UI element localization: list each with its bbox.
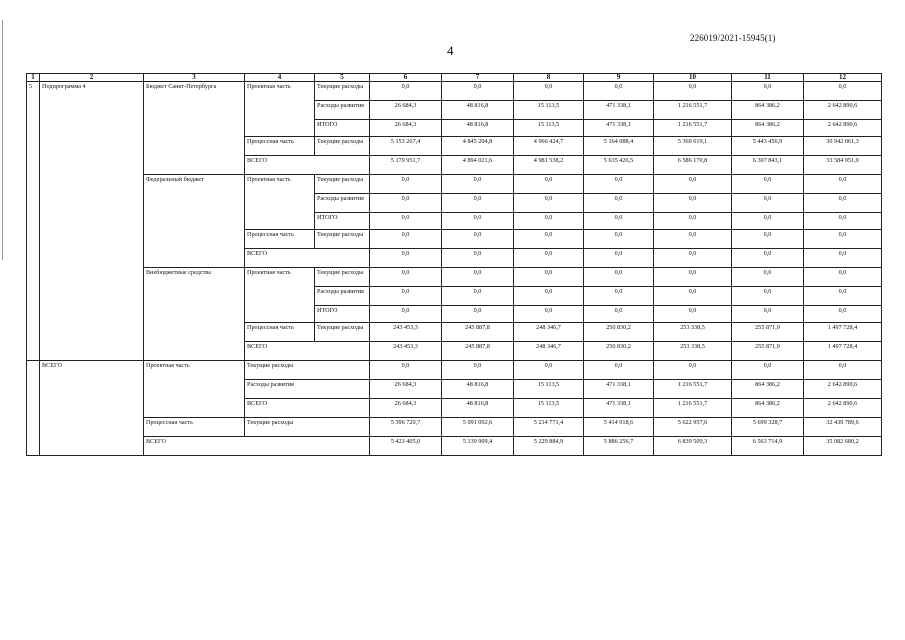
value-cell: 864 386,2 — [732, 399, 804, 418]
value-cell: 0,0 — [732, 82, 804, 101]
value-cell: 0,0 — [732, 361, 804, 380]
value-cell: 0,0 — [654, 175, 732, 194]
value-cell: 2 642 890,6 — [804, 120, 882, 137]
value-cell: 0,0 — [804, 306, 882, 323]
page-number: 4 — [447, 43, 454, 58]
value-cell: 4 894 021,6 — [442, 156, 514, 175]
value-cell: 243 453,3 — [370, 323, 442, 342]
value-cell: 0,0 — [804, 230, 882, 249]
document-number: 226019/2021-15945(1) — [690, 33, 776, 43]
part-label: Процессная часть — [144, 418, 245, 437]
value-cell: 0,0 — [442, 306, 514, 323]
part-label: Процессная часть — [245, 323, 315, 342]
value-cell: 0,0 — [584, 194, 654, 213]
value-cell: 0,0 — [514, 249, 584, 268]
value-cell: 48 816,8 — [442, 399, 514, 418]
value-cell: 15 113,5 — [514, 120, 584, 137]
value-cell: 4 845 204,8 — [442, 137, 514, 156]
value-cell: 5 886 256,7 — [584, 437, 654, 456]
type-label: ИТОГО — [315, 213, 370, 230]
value-cell: 0,0 — [442, 230, 514, 249]
value-cell: 248 346,7 — [514, 323, 584, 342]
value-cell: 0,0 — [514, 230, 584, 249]
value-cell: 1 216 551,7 — [654, 380, 732, 399]
value-cell: 245 887,8 — [442, 323, 514, 342]
value-cell: 5 164 088,4 — [584, 137, 654, 156]
value-cell: 0,0 — [584, 213, 654, 230]
value-cell: 0,0 — [732, 213, 804, 230]
value-cell: 0,0 — [370, 249, 442, 268]
value-cell: 0,0 — [732, 175, 804, 194]
value-cell: 5 369 619,1 — [654, 137, 732, 156]
value-cell: 0,0 — [804, 82, 882, 101]
value-cell: 0,0 — [804, 249, 882, 268]
value-cell: 26 684,3 — [370, 101, 442, 120]
header-cell: 12 — [804, 74, 882, 82]
type-label: Расходы развития — [315, 194, 370, 213]
value-cell: 0,0 — [514, 306, 584, 323]
part-label: Процессная часть — [245, 230, 315, 249]
table-row — [27, 361, 882, 380]
value-cell: 864 386,2 — [732, 380, 804, 399]
value-cell: 0,0 — [442, 287, 514, 306]
value-cell: 5 622 957,6 — [654, 418, 732, 437]
value-cell: 1 216 551,7 — [654, 120, 732, 137]
value-cell: 0,0 — [442, 82, 514, 101]
value-cell: 0,0 — [370, 306, 442, 323]
part-label: Процессная часть — [245, 137, 315, 156]
value-cell: 0,0 — [584, 249, 654, 268]
total-label: ВСЕГО — [245, 342, 370, 361]
value-cell: 0,0 — [514, 82, 584, 101]
value-cell: 0,0 — [584, 82, 654, 101]
value-cell: 5 091 092,6 — [442, 418, 514, 437]
type-label: Текущие расходы — [315, 137, 370, 156]
value-cell: 15 113,5 — [514, 101, 584, 120]
value-cell: 0,0 — [514, 287, 584, 306]
value-cell: 6 307 843,1 — [732, 156, 804, 175]
value-cell: 35 082 680,2 — [804, 437, 882, 456]
source-spb: Бюджет Санкт-Петербурга — [144, 82, 245, 175]
value-cell: 864 386,2 — [732, 120, 804, 137]
header-cell: 10 — [654, 74, 732, 82]
part-label: Проектная часть — [144, 361, 245, 418]
part-label: Проектная часть — [245, 82, 315, 137]
value-cell: 0,0 — [442, 194, 514, 213]
value-cell: 0,0 — [804, 268, 882, 287]
value-cell: 248 346,7 — [514, 342, 584, 361]
type-label: Текущие расходы — [315, 323, 370, 342]
value-cell: 6 563 714,9 — [732, 437, 804, 456]
row-number-empty — [27, 361, 40, 456]
value-cell: 0,0 — [514, 361, 584, 380]
value-cell: 0,0 — [584, 287, 654, 306]
value-cell: 0,0 — [804, 287, 882, 306]
type-label: Текущие расходы — [245, 418, 370, 437]
value-cell: 0,0 — [370, 213, 442, 230]
grand-total-title: ВСЕГО — [40, 361, 144, 456]
budget-table — [26, 73, 882, 456]
type-label: Текущие расходы — [315, 82, 370, 101]
table-row — [27, 418, 882, 437]
value-cell: 0,0 — [370, 82, 442, 101]
value-cell: 0,0 — [654, 249, 732, 268]
value-cell: 0,0 — [654, 230, 732, 249]
total-label: ВСЕГО — [144, 437, 370, 456]
value-cell: 0,0 — [732, 306, 804, 323]
type-label: ВСЕГО — [245, 399, 370, 418]
value-cell: 0,0 — [584, 361, 654, 380]
value-cell: 0,0 — [654, 213, 732, 230]
value-cell: 0,0 — [370, 287, 442, 306]
type-label: Расходы развития — [245, 380, 370, 399]
value-cell: 0,0 — [732, 194, 804, 213]
value-cell: 0,0 — [514, 268, 584, 287]
header-cell: 7 — [442, 74, 514, 82]
value-cell: 26 684,3 — [370, 399, 442, 418]
value-cell: 5 423 405,0 — [370, 437, 442, 456]
value-cell: 1 497 728,4 — [804, 342, 882, 361]
source-ext: Внебюджетные средства — [144, 268, 245, 361]
type-label: Текущие расходы — [315, 175, 370, 194]
value-cell: 15 113,5 — [514, 399, 584, 418]
value-cell: 0,0 — [442, 213, 514, 230]
value-cell: 0,0 — [514, 175, 584, 194]
value-cell: 0,0 — [584, 306, 654, 323]
value-cell: 2 642 890,6 — [804, 380, 882, 399]
value-cell: 4 966 424,7 — [514, 137, 584, 156]
value-cell: 0,0 — [804, 175, 882, 194]
header-cell: 3 — [144, 74, 245, 82]
value-cell: 250 830,2 — [584, 342, 654, 361]
value-cell: 0,0 — [370, 230, 442, 249]
value-cell: 0,0 — [442, 361, 514, 380]
value-cell: 0,0 — [732, 249, 804, 268]
value-cell: 5 635 426,5 — [584, 156, 654, 175]
value-cell: 0,0 — [654, 194, 732, 213]
source-fed: Федеральный бюджет — [144, 175, 245, 268]
row-number: 5 — [27, 82, 40, 361]
value-cell: 2 642 890,6 — [804, 101, 882, 120]
type-label: ИТОГО — [315, 306, 370, 323]
header-cell: 9 — [584, 74, 654, 82]
value-cell: 253 338,5 — [654, 323, 732, 342]
type-label: Текущие расходы — [245, 361, 370, 380]
value-cell: 0,0 — [654, 287, 732, 306]
value-cell: 471 338,1 — [584, 101, 654, 120]
value-cell: 0,0 — [442, 268, 514, 287]
part-label: Проектная часть — [245, 175, 315, 230]
value-cell: 6 839 509,3 — [654, 437, 732, 456]
total-label: ВСЕГО — [245, 156, 370, 175]
value-cell: 0,0 — [584, 230, 654, 249]
value-cell: 0,0 — [442, 249, 514, 268]
value-cell: 471 338,1 — [584, 380, 654, 399]
value-cell: 5 396 720,7 — [370, 418, 442, 437]
value-cell: 0,0 — [370, 175, 442, 194]
value-cell: 0,0 — [370, 194, 442, 213]
value-cell: 253 338,5 — [654, 342, 732, 361]
table-row — [27, 268, 882, 287]
table-row — [27, 82, 882, 101]
part-label: Проектная часть — [245, 268, 315, 323]
header-cell: 6 — [370, 74, 442, 82]
value-cell: 0,0 — [654, 361, 732, 380]
value-cell: 250 830,2 — [584, 323, 654, 342]
value-cell: 0,0 — [804, 194, 882, 213]
value-cell: 5 414 918,6 — [584, 418, 654, 437]
value-cell: 0,0 — [514, 213, 584, 230]
value-cell: 0,0 — [584, 175, 654, 194]
value-cell: 5 443 456,9 — [732, 137, 804, 156]
value-cell: 245 887,8 — [442, 342, 514, 361]
value-cell: 0,0 — [804, 213, 882, 230]
value-cell: 33 584 951,9 — [804, 156, 882, 175]
value-cell: 0,0 — [732, 287, 804, 306]
type-label: Текущие расходы — [315, 230, 370, 249]
value-cell: 0,0 — [804, 361, 882, 380]
value-cell: 30 942 061,3 — [804, 137, 882, 156]
value-cell: 0,0 — [370, 361, 442, 380]
value-cell: 243 453,3 — [370, 342, 442, 361]
type-label: Текущие расходы — [315, 268, 370, 287]
value-cell: 864 386,2 — [732, 101, 804, 120]
header-cell: 1 — [27, 74, 40, 82]
value-cell: 5 153 267,4 — [370, 137, 442, 156]
type-label: Расходы развития — [315, 287, 370, 306]
total-label: ВСЕГО — [245, 249, 370, 268]
value-cell: 1 497 728,4 — [804, 323, 882, 342]
value-cell: 0,0 — [442, 175, 514, 194]
value-cell: 1 216 551,7 — [654, 101, 732, 120]
table-row — [27, 437, 882, 456]
value-cell: 471 338,1 — [584, 120, 654, 137]
value-cell: 4 981 538,2 — [514, 156, 584, 175]
value-cell: 1 216 551,7 — [654, 399, 732, 418]
value-cell: 0,0 — [654, 306, 732, 323]
subprogram-title: Подпрограмма 4 — [40, 82, 144, 361]
header-cell: 8 — [514, 74, 584, 82]
value-cell: 6 586 170,8 — [654, 156, 732, 175]
value-cell: 15 113,5 — [514, 380, 584, 399]
value-cell: 5 179 951,7 — [370, 156, 442, 175]
type-label: ИТОГО — [315, 120, 370, 137]
value-cell: 5 139 909,4 — [442, 437, 514, 456]
left-binding-mark — [2, 20, 3, 260]
value-cell: 0,0 — [654, 82, 732, 101]
value-cell: 255 871,9 — [732, 342, 804, 361]
value-cell: 48 816,8 — [442, 380, 514, 399]
value-cell: 48 816,8 — [442, 101, 514, 120]
type-label: Расходы развития — [315, 101, 370, 120]
header-cell: 4 — [245, 74, 315, 82]
value-cell: 5 699 328,7 — [732, 418, 804, 437]
value-cell: 48 816,8 — [442, 120, 514, 137]
value-cell: 0,0 — [732, 230, 804, 249]
value-cell: 255 871,9 — [732, 323, 804, 342]
value-cell: 5 229 884,9 — [514, 437, 584, 456]
header-cell: 5 — [315, 74, 370, 82]
value-cell: 0,0 — [584, 268, 654, 287]
value-cell: 2 642 890,6 — [804, 399, 882, 418]
value-cell: 471 338,1 — [584, 399, 654, 418]
header-cell: 11 — [732, 74, 804, 82]
value-cell: 0,0 — [514, 194, 584, 213]
value-cell: 0,0 — [732, 268, 804, 287]
value-cell: 32 439 789,6 — [804, 418, 882, 437]
value-cell: 26 684,3 — [370, 120, 442, 137]
header-cell: 2 — [40, 74, 144, 82]
value-cell: 0,0 — [654, 268, 732, 287]
value-cell: 5 214 771,4 — [514, 418, 584, 437]
value-cell: 26 684,3 — [370, 380, 442, 399]
header-row — [27, 74, 882, 82]
table-row — [27, 175, 882, 194]
value-cell: 0,0 — [370, 268, 442, 287]
